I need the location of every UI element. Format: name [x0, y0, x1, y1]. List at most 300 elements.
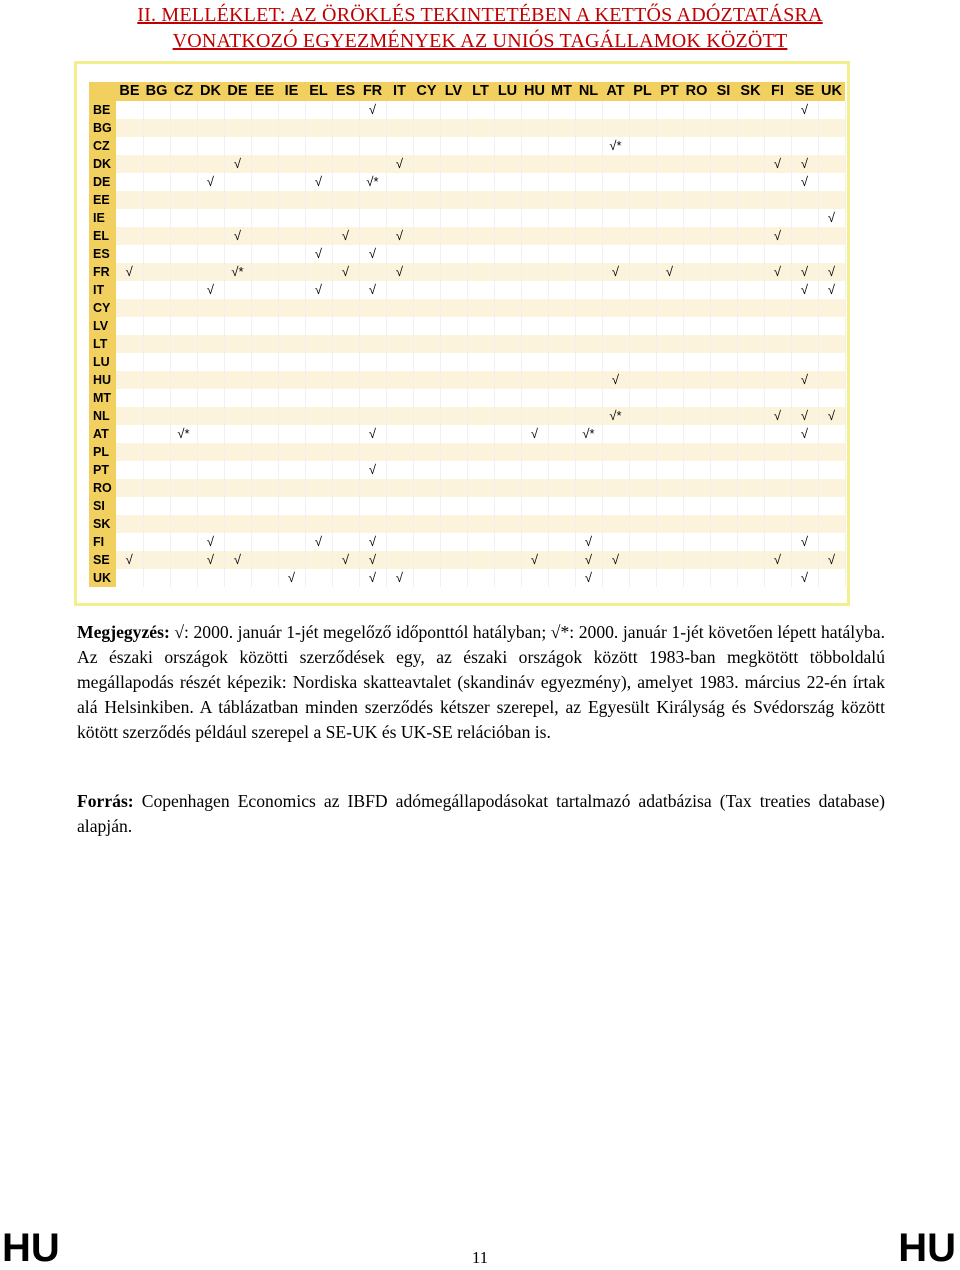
- treaty-cell: √: [791, 173, 818, 191]
- treaty-cell: [710, 533, 737, 551]
- treaty-cell: [332, 119, 359, 137]
- treaty-cell: [305, 497, 332, 515]
- treaty-cell: [332, 281, 359, 299]
- treaty-cell: [440, 335, 467, 353]
- treaty-cell: [143, 119, 170, 137]
- treaty-cell: [251, 317, 278, 335]
- treaty-cell: √: [764, 263, 791, 281]
- treaty-cell: [467, 281, 494, 299]
- table-row: [89, 155, 845, 173]
- treaty-cell: [548, 119, 575, 137]
- treaty-cell: [278, 515, 305, 533]
- treaty-cell: [278, 137, 305, 155]
- treaty-cell: [278, 209, 305, 227]
- row-header: AT: [89, 425, 116, 443]
- treaty-cell: [251, 209, 278, 227]
- treaty-cell: [305, 461, 332, 479]
- treaty-cell: [737, 227, 764, 245]
- treaty-cell: [386, 299, 413, 317]
- row-header: SK: [89, 515, 116, 533]
- treaty-cell: [413, 155, 440, 173]
- treaty-cell: [467, 389, 494, 407]
- row-header: CY: [89, 299, 116, 317]
- treaty-cell: [413, 101, 440, 119]
- treaty-cell: [116, 371, 143, 389]
- treaty-cell: [224, 515, 251, 533]
- treaty-cell: √: [602, 551, 629, 569]
- treaty-cell: √: [305, 533, 332, 551]
- treaty-cell: [440, 551, 467, 569]
- treaty-cell: √: [602, 263, 629, 281]
- treaty-cell: [737, 371, 764, 389]
- treaty-cell: [818, 461, 845, 479]
- table-row: [89, 173, 845, 191]
- treaty-cell: [251, 173, 278, 191]
- treaty-cell: [386, 443, 413, 461]
- treaty-cell: √: [791, 371, 818, 389]
- treaty-cell: [116, 461, 143, 479]
- treaty-cell: [683, 443, 710, 461]
- treaty-cell: [629, 461, 656, 479]
- treaty-cell: [440, 119, 467, 137]
- treaty-cell: √: [332, 551, 359, 569]
- row-header: MT: [89, 389, 116, 407]
- treaty-cell: [575, 191, 602, 209]
- treaty-cell: [602, 497, 629, 515]
- treaty-cell: [413, 407, 440, 425]
- treaty-cell: [305, 479, 332, 497]
- table-row: [89, 353, 845, 371]
- treaty-cell: [521, 191, 548, 209]
- treaty-cell: √: [224, 551, 251, 569]
- treaty-cell: [629, 299, 656, 317]
- treaty-cell: [602, 155, 629, 173]
- treaty-cell: [710, 227, 737, 245]
- treaty-cell: [575, 173, 602, 191]
- treaty-cell: [440, 407, 467, 425]
- treaty-cell: [683, 317, 710, 335]
- footer-country-code-right: HU: [898, 1226, 956, 1270]
- treaty-cell: [359, 209, 386, 227]
- treaty-cell: √: [278, 569, 305, 587]
- treaty-cell: [116, 227, 143, 245]
- treaty-cell: [737, 101, 764, 119]
- treaty-cell: [116, 191, 143, 209]
- table-row: [89, 533, 845, 551]
- treaty-cell: [710, 407, 737, 425]
- treaty-cell: [683, 299, 710, 317]
- treaty-cell: [413, 479, 440, 497]
- treaty-cell: [818, 389, 845, 407]
- treaty-cell: [224, 209, 251, 227]
- treaty-cell: [575, 155, 602, 173]
- treaty-cell: [521, 533, 548, 551]
- table-row: [89, 497, 845, 515]
- treaty-cell: [710, 461, 737, 479]
- treaty-cell: [818, 533, 845, 551]
- column-header: PT: [656, 82, 683, 101]
- row-header: PT: [89, 461, 116, 479]
- column-header: BG: [143, 82, 170, 101]
- treaty-cell: [575, 299, 602, 317]
- treaty-cell: [656, 389, 683, 407]
- treaty-cell: [251, 461, 278, 479]
- treaty-cell: [386, 407, 413, 425]
- treaty-cell: [710, 317, 737, 335]
- treaty-cell: [494, 461, 521, 479]
- treaty-cell: [656, 245, 683, 263]
- treaty-cell: [467, 461, 494, 479]
- treaty-cell: [683, 533, 710, 551]
- treaty-cell: [683, 263, 710, 281]
- table-row: [89, 245, 845, 263]
- treaty-cell: [278, 479, 305, 497]
- treaty-cell: [791, 515, 818, 533]
- treaty-cell: [413, 173, 440, 191]
- treaty-cell: [143, 299, 170, 317]
- column-header: CY: [413, 82, 440, 101]
- treaty-cell: [197, 227, 224, 245]
- table-row: [89, 569, 845, 587]
- treaty-cell: [143, 209, 170, 227]
- treaty-cell: [710, 371, 737, 389]
- treaty-cell: [170, 173, 197, 191]
- treaty-cell: [224, 353, 251, 371]
- treaty-cell: [224, 479, 251, 497]
- treaty-cell: [764, 479, 791, 497]
- treaty-cell: √: [359, 551, 386, 569]
- treaty-cell: [251, 443, 278, 461]
- row-header: NL: [89, 407, 116, 425]
- treaty-cell: √: [359, 101, 386, 119]
- table-row: [89, 299, 845, 317]
- treaty-cell: [197, 443, 224, 461]
- treaty-cell: √: [764, 155, 791, 173]
- treaty-cell: [278, 497, 305, 515]
- treaty-cell: [332, 299, 359, 317]
- treaty-cell: [440, 101, 467, 119]
- treaty-cell: [629, 101, 656, 119]
- treaty-cell: [656, 461, 683, 479]
- treaty-cell: [602, 479, 629, 497]
- treaty-cell: [440, 371, 467, 389]
- treaty-cell: [818, 245, 845, 263]
- treaty-cell: [278, 317, 305, 335]
- treaty-cell: [548, 173, 575, 191]
- treaty-cell: [197, 245, 224, 263]
- treaty-cell: [521, 227, 548, 245]
- treaty-cell: [170, 335, 197, 353]
- treaty-cell: [521, 317, 548, 335]
- treaty-cell: [224, 317, 251, 335]
- treaty-cell: [467, 551, 494, 569]
- treaty-cell: [440, 155, 467, 173]
- treaty-cell: [278, 191, 305, 209]
- treaty-cell: [791, 119, 818, 137]
- treaty-cell: [116, 155, 143, 173]
- treaty-cell: [683, 407, 710, 425]
- treaty-cell: [494, 317, 521, 335]
- treaty-cell: [656, 497, 683, 515]
- treaty-cell: √: [656, 263, 683, 281]
- treaty-cell: [413, 551, 440, 569]
- treaty-cell: [602, 119, 629, 137]
- treaty-cell: [170, 389, 197, 407]
- note-paragraph: [77, 620, 885, 745]
- treaty-cell: [224, 335, 251, 353]
- treaty-cell: [737, 299, 764, 317]
- treaty-cell: [224, 443, 251, 461]
- treaty-cell: [440, 209, 467, 227]
- treaty-cell: √: [359, 533, 386, 551]
- treaty-cell: [170, 299, 197, 317]
- treaty-cell: [602, 515, 629, 533]
- treaty-cell: [251, 227, 278, 245]
- treaty-cell: [602, 245, 629, 263]
- treaty-cell: [467, 137, 494, 155]
- treaty-cell: [386, 137, 413, 155]
- treaty-cell: [332, 407, 359, 425]
- treaty-cell: [359, 515, 386, 533]
- treaty-cell: [494, 263, 521, 281]
- treaty-cell: [440, 191, 467, 209]
- treaty-cell: [143, 371, 170, 389]
- treaty-cell: [764, 209, 791, 227]
- treaty-cell: [548, 299, 575, 317]
- table-row: [89, 515, 845, 533]
- source-paragraph: [77, 789, 885, 839]
- treaty-cell: [170, 533, 197, 551]
- treaty-cell: [278, 425, 305, 443]
- treaty-cell: [197, 119, 224, 137]
- treaty-cell: [683, 353, 710, 371]
- treaty-cell: [494, 119, 521, 137]
- treaty-cell: [413, 245, 440, 263]
- treaty-cell: √: [386, 155, 413, 173]
- treaty-cell: [143, 173, 170, 191]
- treaty-cell: [575, 389, 602, 407]
- treaty-cell: [224, 173, 251, 191]
- row-header: DE: [89, 173, 116, 191]
- treaty-cell: [359, 497, 386, 515]
- treaty-cell: [683, 551, 710, 569]
- column-header: BE: [116, 82, 143, 101]
- treaty-cell: [764, 299, 791, 317]
- treaty-cell: [575, 335, 602, 353]
- treaty-cell: √: [575, 569, 602, 587]
- treaty-cell: [197, 407, 224, 425]
- treaty-cell: [116, 389, 143, 407]
- treaty-cell: [710, 281, 737, 299]
- treaty-cell: [386, 371, 413, 389]
- treaty-cell: [116, 245, 143, 263]
- treaty-cell: [737, 155, 764, 173]
- treaty-cell: [656, 119, 683, 137]
- table-row: [89, 263, 845, 281]
- treaty-cell: √*: [602, 137, 629, 155]
- table-row: [89, 335, 845, 353]
- column-header: EL: [305, 82, 332, 101]
- treaty-cell: [494, 389, 521, 407]
- treaty-cell: [548, 389, 575, 407]
- treaty-cell: √: [332, 263, 359, 281]
- treaty-cell: [737, 263, 764, 281]
- treaty-cell: [278, 461, 305, 479]
- treaty-cell: [170, 101, 197, 119]
- treaty-cell: [278, 119, 305, 137]
- treaty-cell: [737, 407, 764, 425]
- treaty-cell: [737, 281, 764, 299]
- treaty-cell: [143, 155, 170, 173]
- treaty-cell: [116, 425, 143, 443]
- row-header: PL: [89, 443, 116, 461]
- treaty-cell: [305, 299, 332, 317]
- treaty-cell: [575, 497, 602, 515]
- table-row: [89, 389, 845, 407]
- treaty-cell: √: [791, 281, 818, 299]
- treaty-cell: [818, 515, 845, 533]
- treaty-cell: [116, 353, 143, 371]
- treaty-cell: [305, 119, 332, 137]
- treaty-cell: [251, 533, 278, 551]
- treaty-cell: [656, 515, 683, 533]
- column-header: HU: [521, 82, 548, 101]
- treaty-cell: [413, 209, 440, 227]
- treaty-cell: [710, 299, 737, 317]
- treaty-cell: [548, 155, 575, 173]
- treaty-cell: [602, 425, 629, 443]
- treaty-cell: [683, 461, 710, 479]
- treaty-cell: [710, 119, 737, 137]
- treaty-cell: [386, 209, 413, 227]
- treaty-cell: [737, 551, 764, 569]
- treaty-cell: [251, 551, 278, 569]
- treaty-cell: [251, 263, 278, 281]
- treaty-cell: [629, 479, 656, 497]
- treaty-cell: [683, 515, 710, 533]
- treaty-cell: √: [359, 461, 386, 479]
- treaty-cell: √: [359, 425, 386, 443]
- treaty-cell: [764, 515, 791, 533]
- treaty-cell: [440, 299, 467, 317]
- treaty-matrix: [89, 82, 846, 587]
- treaty-cell: [656, 335, 683, 353]
- treaty-cell: [710, 443, 737, 461]
- treaty-cell: [116, 515, 143, 533]
- treaty-cell: [197, 353, 224, 371]
- treaty-cell: [143, 281, 170, 299]
- treaty-cell: [602, 227, 629, 245]
- treaty-cell: [143, 245, 170, 263]
- treaty-cell: [791, 551, 818, 569]
- treaty-cell: [548, 569, 575, 587]
- treaty-cell: √: [818, 263, 845, 281]
- treaty-cell: [710, 335, 737, 353]
- treaty-cell: [575, 461, 602, 479]
- treaty-cell: [251, 479, 278, 497]
- column-header: LT: [467, 82, 494, 101]
- treaty-cell: [629, 317, 656, 335]
- treaty-cell: [305, 515, 332, 533]
- column-header: DK: [197, 82, 224, 101]
- treaty-cell: [683, 191, 710, 209]
- treaty-cell: [575, 101, 602, 119]
- treaty-cell: [629, 335, 656, 353]
- treaty-cell: [521, 389, 548, 407]
- treaty-cell: [818, 317, 845, 335]
- column-header: NL: [575, 82, 602, 101]
- treaty-cell: [413, 461, 440, 479]
- treaty-cell: [224, 425, 251, 443]
- treaty-cell: [170, 569, 197, 587]
- treaty-cell: [764, 191, 791, 209]
- treaty-cell: [629, 407, 656, 425]
- treaty-cell: [521, 515, 548, 533]
- treaty-cell: √: [359, 569, 386, 587]
- treaty-cell: [791, 137, 818, 155]
- treaty-cell: [467, 173, 494, 191]
- treaty-cell: [602, 443, 629, 461]
- treaty-cell: [548, 335, 575, 353]
- treaty-cell: [521, 497, 548, 515]
- treaty-cell: [521, 353, 548, 371]
- row-header: FI: [89, 533, 116, 551]
- treaty-cell: [683, 245, 710, 263]
- treaty-cell: [683, 119, 710, 137]
- treaty-cell: [710, 137, 737, 155]
- column-header: FR: [359, 82, 386, 101]
- treaty-cell: [197, 461, 224, 479]
- treaty-cell: [197, 425, 224, 443]
- treaty-cell: [143, 425, 170, 443]
- treaty-cell: [440, 317, 467, 335]
- treaty-cell: [386, 335, 413, 353]
- treaty-cell: [413, 335, 440, 353]
- treaty-cell: √: [359, 245, 386, 263]
- treaty-cell: [332, 479, 359, 497]
- treaty-cell: [764, 353, 791, 371]
- row-header: DK: [89, 155, 116, 173]
- treaty-cell: [737, 335, 764, 353]
- treaty-cell: [359, 191, 386, 209]
- treaty-cell: [197, 515, 224, 533]
- treaty-cell: [764, 569, 791, 587]
- treaty-cell: [305, 551, 332, 569]
- treaty-cell: [278, 227, 305, 245]
- treaty-cell: [548, 191, 575, 209]
- treaty-cell: [413, 497, 440, 515]
- annex-title-line-2: VONATKOZÓ EGYEZMÉNYEK AZ UNIÓS TAGÁLLAMOK KÖZÖTT: [172, 30, 788, 52]
- treaty-cell: [359, 389, 386, 407]
- treaty-cell: [629, 281, 656, 299]
- treaty-cell: [656, 533, 683, 551]
- treaty-cell: [629, 245, 656, 263]
- table-row: [89, 461, 845, 479]
- treaty-cell: [413, 515, 440, 533]
- table-row: [89, 101, 845, 119]
- treaty-cell: [575, 479, 602, 497]
- treaty-cell: [116, 281, 143, 299]
- treaty-cell: [521, 371, 548, 389]
- column-header: CZ: [170, 82, 197, 101]
- treaty-cell: [683, 101, 710, 119]
- treaty-cell: [440, 281, 467, 299]
- table-row: [89, 443, 845, 461]
- treaty-cell: √: [521, 551, 548, 569]
- table-row: [89, 137, 845, 155]
- treaty-cell: [413, 119, 440, 137]
- treaty-cell: [710, 497, 737, 515]
